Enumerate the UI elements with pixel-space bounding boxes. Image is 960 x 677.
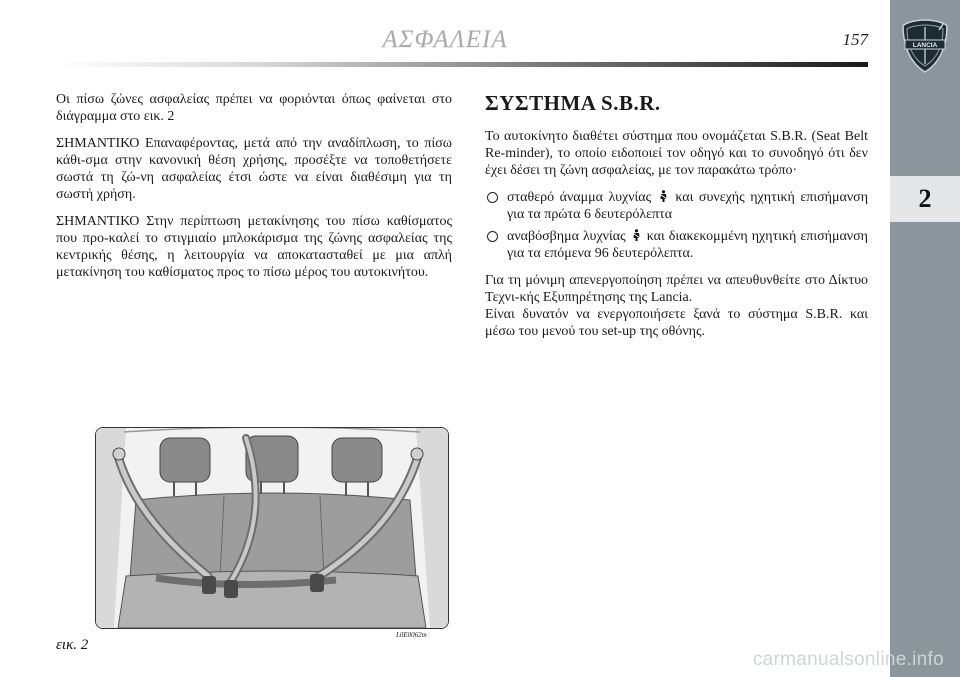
chapter-side-tab — [890, 0, 960, 677]
lancia-shield-logo-icon — [901, 18, 949, 74]
bullet-text-after: και συνεχής ηχητική επισήμανση για τα πρώτα 6 δευτερόλεπτα — [507, 190, 869, 222]
paragraph-reactivation: Είναι δυνατόν να ενεργοποιήσετε ξανά το σύστημα S.B.R. και μέσω του μενού του set-up της οθόνης. — [485, 307, 868, 339]
page-title: ΑΣΦΑΛΕΙΑ — [382, 26, 508, 53]
left-text-column — [56, 91, 452, 291]
section-heading: ΣΥΣΤΗΜΑ S.B.R. — [485, 91, 661, 115]
bullet-text-before: αναβόσβημα λυχνίας — [507, 229, 626, 244]
chapter-number: 2 — [918, 184, 932, 213]
figure-caption: εικ. 2 — [56, 637, 89, 653]
header-divider — [56, 62, 868, 67]
bullet-text-after: και διακεκομμένη ηχητική επισήμανση για τα επόμενα 96 δευτερόλεπτα. — [507, 229, 868, 261]
paragraph-permanent-deactivation: Για τη μόνιμη απενεργοποίηση πρέπει να απευθυνθείτε στο Δίκτυο Τεχνι-κής Εξυπηρέτησης της Lancia. — [485, 273, 868, 305]
page-number: 157 — [842, 30, 868, 49]
watermark: carmanualsonline.info — [752, 649, 944, 670]
paragraph-important-folding: ΣΗΜΑΝΤΙΚΟ Επαναφέροντας, μετά από την αναδίπλωση, το πίσω κάθι-σμα στην κανονική θέση χρήσης, προσέξτε να τοποθετήσετε σωστά τη ζώ-νη ασφαλείας έτσι ώστε να είναι διαθέσιμη για τη σωστή χρήση. — [56, 136, 452, 202]
paragraph-rear-belts: Οι πίσω ζώνες ασφαλείας πρέπει να φοριόνται όπως φαίνεται στο διάγραμμα στο εικ. 2 — [56, 92, 452, 124]
chapter-indicator — [890, 176, 960, 222]
bullet-text-before: σταθερό άναμμα λυχνίας — [507, 190, 652, 205]
hollow-circle-icon — [487, 192, 498, 203]
paragraph-sbr-intro: Το αυτοκίνητο διαθέτει σύστημα που ονομάζεται S.B.R. (Seat Belt Re-minder), το οποίο ειδοποιεί τον οδηγό και το συνοδηγό ότι δεν έχει δέσει τη ζώνη ασφαλείας, με τον παρακάτω τρόπο· — [485, 129, 868, 178]
paragraph-important-blocking: ΣΗΜΑΝΤΙΚΟ Στην περίπτωση μετακίνησης του πίσω καθίσματος που προ-καλεί το στιγμιαίο μπλοκάρισμα της ζώνης ασφαλείας της κεντρικής θέσης, η λειτουργία να αποκατασταθεί με μια απλή μετακίνηση του καθίσματος προς το πίσω μέρος του αυτοκινήτου. — [56, 214, 452, 280]
hollow-circle-icon — [487, 231, 498, 242]
list-item — [485, 189, 868, 223]
figure-code: L0E0062m — [396, 631, 427, 639]
page-header — [0, 0, 890, 70]
right-text-column — [485, 91, 868, 350]
list-item — [485, 228, 868, 262]
rear-seat-belts-illustration — [95, 427, 449, 629]
seatbelt-warning-icon — [659, 190, 668, 202]
logo-text: LANCIA — [912, 42, 938, 49]
seatbelt-warning-icon — [632, 229, 641, 241]
sbr-bullet-list — [485, 189, 868, 262]
